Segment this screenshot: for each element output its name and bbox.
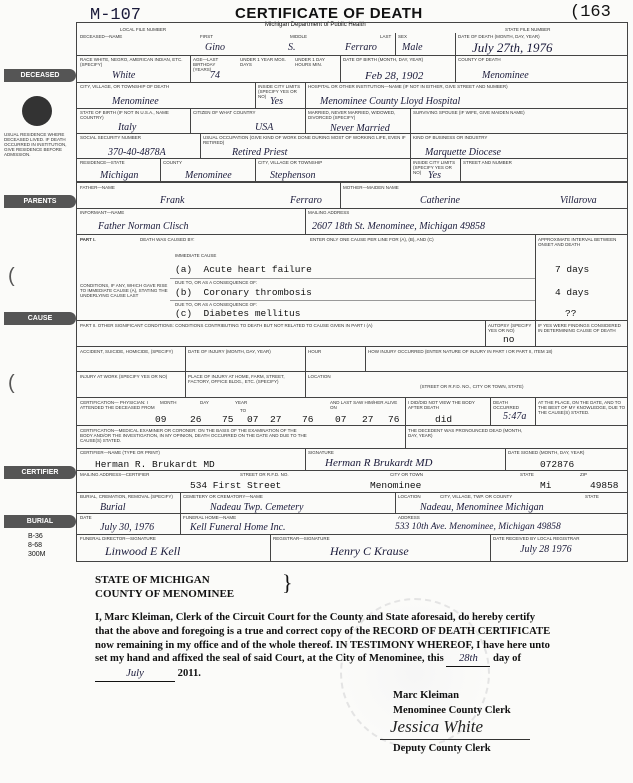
cause-c: Diabetes mellitus xyxy=(203,308,301,319)
form-rule-line xyxy=(535,320,536,346)
form-rule-line xyxy=(305,346,306,397)
informant-name: Father Norman Clisch xyxy=(98,221,189,232)
form-rule-line xyxy=(410,133,411,158)
form-rule-line xyxy=(76,158,628,159)
certification-label: CERTIFICATION— PHYSICIAN: I ATTENDED THE DECEASED FROM xyxy=(80,400,155,410)
deceased-last-name: Ferraro xyxy=(345,42,377,53)
marital-status: Never Married xyxy=(330,123,390,134)
business: Marquette Diocese xyxy=(425,147,501,158)
form-rule-line xyxy=(305,208,306,234)
form-code: 300M xyxy=(28,551,46,558)
interval-label: APPROXIMATE INTERVAL BETWEEN ONSET AND DEATH xyxy=(538,237,617,247)
date-of-death: July 27th, 1976 xyxy=(472,40,553,55)
certifier-state: Mi xyxy=(540,480,552,491)
inside-limits-label: INSIDE CITY LIMITS (SPECIFY YES OR NO) xyxy=(258,84,301,99)
certifier-signature: Herman R Brukardt MD xyxy=(325,457,433,469)
ssn-label: SOCIAL SECURITY NUMBER xyxy=(80,135,142,140)
form-rule-line xyxy=(505,448,506,470)
local-file-number: M-107 xyxy=(90,6,142,25)
document-page: M-107 LOCAL FILE NUMBER CERTIFICATE OF DEATH Michigan Department of Public Health STATE FILE NUMBER (163 DECEASED USUAL RESIDENCE WHERE DECEASED LIVED. IF DEATH OCCURRED IN INSTITUTION, GIVE RESIDENCE BEFORE ADMISSION. PARENTS CAUSE CERTIFIER BURIAL B-36 8-68 300M ( ( DECEASED—NAME FIRST MIDDLE LAST SEX DATE OF DEATH (MONTH, DAY, YEAR) Gino S. Ferraro Male July 27th, 1976 RACE WHITE, NEGRO, AMERICAN INDIAN, ETC. (SPECIFY) AGE—LAST BIRTHDAY (YEARS) UNDER 1 YEAR MOS. DAYS UNDER 1 DAY HOURS MIN. DATE OF BIRTH (MONTH, DAY, YEAR) COUNTY OF DEATH White 74 Feb 28, 1902 Menominee CITY, VILLAGE, OR TOWNSHIP OF DEATH INSIDE CITY LIMITS (SPECIFY YES OR NO) HOSPITAL OR OTHER INSTITUTION—NAME (IF NOT IN EITHER, GIVE STREET AND NUMBER) Menominee Yes Menominee County Lloyd Hospital STATE OF BIRTH (IF NOT IN U.S.A., NAME COUNTRY) CITIZEN OF WHAT COUNTRY MARRIED, NEVER MARRIED, WIDOWED, DIVORCED (SPECIFY) SURVIVING SPOUSE (IF WIFE, GIVE MAIDEN NAME) Italy USA Never Married SOCIAL SECURITY NUMBER USUAL OCCUPATION (GIVE KIND OF WORK DONE DURING MOST OF WORKING LIFE, EVEN IF RETIRED) KIND OF BUSINESS OR INDUSTRY 370-40-4878A Retired Priest Marquette Diocese RESIDENCE—STATE COUNTY CITY, VILLAGE OR TOWNSHIP INSIDE CITY LIMITS (SPECIFY YES OR NO) STREET AND NUMBER Michigan Menominee Stephenson Yes FATHER—NAME MOTHER—MAIDEN NAME Frank Ferraro Catherine Villarova INFORMANT—NAME MAILING ADDRESS Father Norman Clisch 2607 18th St. Menominee, Michigan 49858 PART I. DEATH WAS CAUSED BY: ENTER ONLY ONE CAUSE PER LINE FOR (A), (B), AND (C) APPROXIMATE INTERVAL BETWEEN ONSET AND DEATH IMMEDIATE CAUSE CONDITIONS, IF ANY, WHICH GAVE RISE TO IMMEDIATE CAUSE (A), STATING THE UNDERLYING CAUSE LAST DUE TO, OR AS A CONSEQUENCE OF: DUE TO, OR AS A CONSEQUENCE OF: (a) Acute heart failure (b) Coronary thrombosis (c) Diabetes mellitus 7 days 4 days ?? PART II. OTHER SIGNIFICANT CONDITIONS: CONDITIONS CONTRIBUTING TO DEATH BUT NOT RELATED TO CAUSE GIVEN IN PART I (A) AUTOPSY (SPECIFY YES OR NO) IF YES WERE FINDINGS CONSIDERED IN DETERMINING CAUSE OF DEATH no ACCIDENT, SUICIDE, HOMICIDE, (SPECIFY) DATE OF INJURY (MONTH, DAY, YEAR) HOUR HOW INJURY OCCURRED (ENTER NATURE OF INJURY IN PART I OR PART II, ITEM 18) INJURY AT WORK (SPECIFY YES OR NO) PLACE OF INJURY AT HOME, FARM, STREET, FACTORY, OFFICE BLDG., ETC. (SPECIFY) LOCATION (STREET OR R.F.D. NO., CITY OR TOWN, STATE) CERTIFICATION— PHYSICIAN: I ATTENDED THE DECEASED FROM MONTH DAY YEAR 09 26 75 TO 07 27 76 AND LAST SAW HIM/HER ALIVE ON 07 27 76 I DID/DID NOT VIEW THE BODY AFTER DEATH did DEATH OCCURRED 5:47a AT THE PLACE, ON THE DATE, AND TO THE BEST OF MY KNOWLEDGE, DUE TO THE CAUSE(S) STATED. CERTIFICATION—MEDICAL EXAMINER OR CORONER: ON THE BASIS OF THE EXAMINATION OF THE BODY AND/OR THE INVESTIGATION, IN MY OPINION, DEATH OCCURRED ON THE DATE AND DUE TO THE CAUSE(S) STATED. THE DECEDENT WAS PRONOUNCED DEAD (MONTH, DAY, YEAR) CERTIFIER—NAME (TYPE OR PRINT) SIGNATURE DATE SIGNED (MONTH, DAY, YEAR) Herman R. Brukardt MD Herman R Brukardt MD 072876 MAILING ADDRESS—CERTIFIER STREET OR R.F.D. NO. CITY OR TOWN STATE ZIP 534 First Street Menominee Mi 49858 BURIAL, CREMATION, REMOVAL (SPECIFY) CEMETERY OR CREMATORY—NAME LOCATION CITY, VILLAGE, TWP. OR COUNTY STATE Burial Nadeau Twp. Cemetery Nadeau, Menominee Michigan DATE FUNERAL HOME—NAME ADDRESS July 30, 1976 Kell Funeral Home Inc. 533 10th Ave. Menominee, Michigan 49858 FUNERAL DIRECTOR—SIGNATURE REGISTRAR—SIGNATURE DATE RECEIVED BY LOCAL REGISTRAR Linwood E Kell Henry C Krause July 28 1976 STATE OF MICHIGAN COUNTY OF MENOMINEE } I, Marc Kleiman, Clerk of the Circuit Court for the County and State aforesaid, do hereby certify that the above and foregoing is a true and correct copy of the RECORD OF DEATH CERTIFICATE now remaining in my office and of the whole thereof. IN TESTIMONY WHEREOF, I have here unto set my hand and affixed the seal of said Court, at the City of Menominee, this 28th day of July 2011. Marc Kleiman Menominee County Clerk Jessica White Deputy County Clerk xyxy=(0,0,633,783)
accident-label: ACCIDENT, SUICIDE, HOMICIDE, (SPECIFY) xyxy=(80,349,174,354)
residence-county: Menominee xyxy=(185,170,232,181)
statement-month: July xyxy=(95,667,175,682)
form-rule-line xyxy=(190,108,191,133)
form-rule-line xyxy=(76,492,628,493)
residence-city: Stephenson xyxy=(270,170,316,181)
caused-by-label: DEATH WAS CAUSED BY: xyxy=(140,237,195,242)
tab-cause: CAUSE xyxy=(4,312,76,325)
death-city: Menominee xyxy=(112,96,159,107)
immediate-cause-label: IMMEDIATE CAUSE xyxy=(175,253,217,258)
injury-place-label: PLACE OF INJURY AT HOME, FARM, STREET, FACTORY, OFFICE BLDG., ETC. (SPECIFY) xyxy=(188,374,285,384)
due-to-label: DUE TO, OR AS A CONSEQUENCE OF: xyxy=(175,302,258,307)
deputy-signature: Jessica White xyxy=(390,717,483,736)
death-hour: 5:47a xyxy=(503,411,527,422)
director-label: FUNERAL DIRECTOR—SIGNATURE xyxy=(80,536,156,541)
last-seen-year: 76 xyxy=(388,414,400,425)
town-label: CITY OR TOWN xyxy=(390,472,424,477)
under1day-label: UNDER 1 DAY HOURS MIN. xyxy=(295,57,325,67)
certifier-name: Herman R. Brukardt MD xyxy=(95,459,215,470)
form-rule-line xyxy=(455,55,456,82)
deceased-age: 74 xyxy=(210,70,220,81)
deceased-middle-name: S. xyxy=(288,42,296,53)
res-county-label: COUNTY xyxy=(163,160,182,165)
form-code: 8-68 xyxy=(28,542,43,549)
form-rule-line xyxy=(340,55,341,82)
statement-header xyxy=(95,573,234,601)
year-label: YEAR xyxy=(235,400,248,405)
received-label: DATE RECEIVED BY LOCAL REGISTRAR xyxy=(493,536,580,541)
birthplace: Italy xyxy=(118,122,137,133)
citizen-label: CITIZEN OF WHAT COUNTRY xyxy=(193,110,256,115)
form-rule-line xyxy=(410,158,411,181)
statement-day: 28th xyxy=(446,652,490,667)
res-city-label: CITY, VILLAGE OR TOWNSHIP xyxy=(258,160,323,165)
form-rule-line xyxy=(170,300,535,301)
funeral-home: Kell Funeral Home Inc. xyxy=(190,522,286,533)
state-label: STATE xyxy=(520,472,534,477)
dob-label: DATE OF BIRTH (MONTH, DAY, YEAR) xyxy=(343,57,424,62)
mother-first-name: Catherine xyxy=(420,195,460,206)
state-file-label: STATE FILE NUMBER xyxy=(505,27,551,32)
date-signed-label: DATE SIGNED (MONTH, DAY, YEAR) xyxy=(508,450,585,455)
burial-date-label: DATE xyxy=(80,515,92,520)
under1-label: UNDER 1 YEAR MOS. DAYS xyxy=(240,57,286,67)
conditions-label: CONDITIONS, IF ANY, WHICH GAVE RISE TO IMMEDIATE CAUSE (A), STATING THE UNDERLYING CAUSE LAST xyxy=(80,283,168,298)
corner-number: (163 xyxy=(570,3,611,22)
form-rule-line xyxy=(380,739,530,740)
hospital-label: HOSPITAL OR OTHER INSTITUTION—NAME (IF NOT IN EITHER, GIVE STREET AND NUMBER) xyxy=(308,84,508,89)
funeral-address-label: ADDRESS xyxy=(398,515,420,520)
part2-label: PART II. OTHER SIGNIFICANT CONDITIONS: CONDITIONS CONTRIBUTING TO DEATH BUT NOT RELATED TO CAUSE GIVEN IN PART I (A) xyxy=(80,323,373,328)
form-rule-line xyxy=(76,470,628,471)
attended-from-day: 26 xyxy=(190,414,202,425)
date-of-birth: Feb 28, 1902 xyxy=(365,70,424,82)
residence-state: Michigan xyxy=(100,170,139,181)
form-rule-line xyxy=(490,534,491,562)
county-label: COUNTY OF DEATH xyxy=(458,57,501,62)
viewed-label: I DID/DID NOT VIEW THE BODY AFTER DEATH xyxy=(408,400,475,410)
statement-state: STATE OF MICHIGAN xyxy=(95,574,210,586)
certifier-street: 534 First Street xyxy=(190,480,282,491)
local-file-label: LOCAL FILE NUMBER xyxy=(120,27,167,32)
cause-b-interval: 4 days xyxy=(555,287,590,298)
form-rule-line xyxy=(76,448,628,449)
form-rule-line xyxy=(410,108,411,133)
statement-day-word: day of xyxy=(493,653,521,665)
burial-date: July 30, 1976 xyxy=(100,522,155,533)
form-rule-line xyxy=(190,55,191,82)
cause-note: AT THE PLACE, ON THE DATE, AND TO THE BEST OF MY KNOWLEDGE, DUE TO THE CAUSE(S) STATED. xyxy=(538,400,626,415)
form-rule-line xyxy=(535,397,536,425)
form-rule-line xyxy=(485,320,486,346)
form-rule-line xyxy=(76,371,628,372)
statement-body xyxy=(95,611,555,682)
cemetery: Nadeau Twp. Cemetery xyxy=(210,502,304,513)
form-rule-line xyxy=(460,158,461,181)
deceased-first-name: Gino xyxy=(205,42,225,53)
disposition-label: BURIAL, CREMATION, REMOVAL (SPECIFY) xyxy=(80,494,173,499)
burial-location: Nadeau, Menominee Michigan xyxy=(420,502,544,513)
form-rule-line xyxy=(340,183,341,208)
cemetery-label: CEMETERY OR CREMATORY—NAME xyxy=(183,494,263,499)
dod-label: DATE OF DEATH (MONTH, DAY, YEAR) xyxy=(458,34,540,39)
form-rule-line xyxy=(180,492,181,534)
deputy-title: Deputy County Clerk xyxy=(393,743,491,754)
last-seen-label: AND LAST SAW HIM/HER ALIVE ON xyxy=(330,400,398,410)
burial-state-label: STATE xyxy=(585,494,599,499)
month-label: MONTH xyxy=(160,400,177,405)
age-label: AGE—LAST BIRTHDAY (YEARS) xyxy=(193,57,219,72)
attended-to-day: 27 xyxy=(270,414,282,425)
form-rule-line xyxy=(76,397,628,398)
burial-location-label: LOCATION xyxy=(398,494,421,499)
street-label: STREET OR R.F.D. NO. xyxy=(240,472,289,477)
deceased-name-label: DECEASED—NAME xyxy=(80,34,123,39)
citizenship: USA xyxy=(255,122,274,133)
inside-limits: Yes xyxy=(270,96,283,107)
received-date: July 28 1976 xyxy=(520,544,572,555)
county-of-death: Menominee xyxy=(482,70,529,81)
form-rule-line xyxy=(200,133,201,158)
form-rule-line xyxy=(490,397,491,425)
registrar-signature: Henry C Krause xyxy=(330,544,409,558)
certifier-address-label: MAILING ADDRESS—CERTIFIER xyxy=(80,472,150,477)
spouse-label: SURVIVING SPOUSE (IF WIFE, GIVE MAIDEN NAME) xyxy=(413,110,525,115)
form-rule-line xyxy=(76,346,628,347)
statement-county: COUNTY OF MENOMINEE xyxy=(95,588,235,600)
informant-mailing-label: MAILING ADDRESS xyxy=(308,210,350,215)
occupation-label: USUAL OCCUPATION (GIVE KIND OF WORK DONE DURING MOST OF WORKING LIFE, EVEN IF RETIRED) xyxy=(203,135,406,145)
certifier-signature-label: SIGNATURE xyxy=(308,450,334,455)
document-title: CERTIFICATE OF DEATH xyxy=(235,5,423,22)
father-first-name: Frank xyxy=(160,195,185,206)
due-to-label: DUE TO, OR AS A CONSEQUENCE OF: xyxy=(175,280,258,285)
autopsy-label: AUTOPSY (SPECIFY YES OR NO) xyxy=(488,323,532,333)
form-rule-line xyxy=(76,181,628,183)
ssn: 370-40-4878A xyxy=(108,147,166,158)
deceased-race: White xyxy=(112,70,136,81)
form-rule-line xyxy=(76,320,628,321)
form-rule-line xyxy=(76,425,628,426)
director-signature: Linwood E Kell xyxy=(105,544,181,558)
occupation: Retired Priest xyxy=(232,147,288,158)
viewed-body: did xyxy=(435,414,453,425)
form-rule-line xyxy=(305,448,306,470)
mother-last-name: Villarova xyxy=(560,195,597,206)
findings-label: IF YES WERE FINDINGS CONSIDERED IN DETERMINING CAUSE OF DEATH xyxy=(538,323,621,333)
cause-c-interval: ?? xyxy=(565,308,577,319)
part1-label: PART I. xyxy=(80,237,96,242)
cause-b: Coronary thrombosis xyxy=(203,287,312,298)
business-label: KIND OF BUSINESS OR INDUSTRY xyxy=(413,135,488,140)
res-state-label: RESIDENCE—STATE xyxy=(80,160,125,165)
father-last-name: Ferraro xyxy=(290,195,322,206)
form-rule-line xyxy=(76,108,628,109)
sex-label: SEX xyxy=(398,34,408,39)
race-label: RACE WHITE, NEGRO, AMERICAN INDIAN, ETC. (SPECIFY) xyxy=(80,57,183,67)
middle-label: MIDDLE xyxy=(290,34,308,39)
injury-work-label: INJURY AT WORK (SPECIFY YES OR NO) xyxy=(80,374,168,379)
injury-location-sub: (STREET OR R.F.D. NO., CITY OR TOWN, STATE) xyxy=(420,384,524,389)
tab-deceased: DECEASED xyxy=(4,69,76,82)
cause-a: Acute heart failure xyxy=(203,264,312,275)
zip-label: ZIP xyxy=(580,472,588,477)
city-label: CITY, VILLAGE, OR TOWNSHIP OF DEATH xyxy=(80,84,170,89)
form-rule-line xyxy=(76,513,628,514)
informant-label: INFORMANT—NAME xyxy=(80,210,125,215)
disposition: Burial xyxy=(100,502,126,513)
funeral-home-address: 533 10th Ave. Menominee, Michigan 49858 xyxy=(395,522,561,532)
form-rule-line xyxy=(160,158,161,181)
res-street-label: STREET AND NUMBER xyxy=(463,160,512,165)
attended-from-month: 09 xyxy=(155,414,167,425)
attended-from-year: 75 xyxy=(222,414,234,425)
cause-a-interval: 7 days xyxy=(555,264,590,275)
day-label: DAY xyxy=(200,400,209,405)
burial-location-sub: CITY, VILLAGE, TWP. OR COUNTY xyxy=(440,494,513,499)
deceased-sex: Male xyxy=(402,42,423,53)
form-rule-line xyxy=(365,346,366,371)
clerk-title: Menominee County Clerk xyxy=(393,705,511,716)
statement-text: I, Marc Kleiman, Clerk of the Circuit Court for the County and State aforesaid, do hereby certify that the above and foregoing is a true and correct copy of the RECORD OF DEATH CERTIFICATE now remaining in my office and of the whole thereof. IN TESTIMONY WHEREOF, I have here unto set my hand and affixed the seal of said Court, at the City of Menominee, this xyxy=(95,612,551,665)
clerk-name: Marc Kleiman xyxy=(393,690,459,701)
death-occurred-label: DEATH OCCURRED xyxy=(493,400,520,410)
certifier-zip: 49858 xyxy=(590,480,619,491)
informant-address: 2607 18th St. Menominee, Michigan 49858 xyxy=(312,221,486,232)
attended-to-year: 76 xyxy=(302,414,314,425)
hospital: Menominee County Lloyd Hospital xyxy=(320,96,461,107)
certifier-city: Menominee xyxy=(370,480,422,491)
form-rule-line xyxy=(395,33,396,55)
married-label: MARRIED, NEVER MARRIED, WIDOWED, DIVORCED (SPECIFY) xyxy=(308,110,396,120)
statement-brace: } xyxy=(282,570,293,595)
injury-hour-label: HOUR xyxy=(308,349,322,354)
form-code: B-36 xyxy=(28,533,43,540)
injury-how-label: HOW INJURY OCCURRED (ENTER NATURE OF INJURY IN PART I OR PART II, ITEM 18) xyxy=(368,349,553,354)
form-rule-line xyxy=(185,346,186,397)
attended-to-month: 07 xyxy=(247,414,259,425)
form-rule-line xyxy=(255,158,256,181)
form-rule-line xyxy=(455,33,456,55)
residence-inside-limits: Yes xyxy=(428,170,441,181)
res-inside-label: INSIDE CITY LIMITS (SPECIFY YES OR NO) xyxy=(413,160,456,175)
form-rule-line xyxy=(76,534,628,535)
form-rule-line xyxy=(255,82,256,108)
form-codes xyxy=(28,532,46,559)
mother-label: MOTHER—MAIDEN NAME xyxy=(343,185,399,190)
certifier-name-label: CERTIFIER—NAME (TYPE OR PRINT) xyxy=(80,450,160,455)
form-rule-line xyxy=(305,108,306,133)
form-rule-line xyxy=(270,534,271,562)
form-rule-line xyxy=(76,82,628,83)
father-label: FATHER—NAME xyxy=(80,185,115,190)
autopsy-value: no xyxy=(503,334,515,345)
pronounced-label: THE DECEDENT WAS PRONOUNCED DEAD (MONTH, DAY, YEAR) xyxy=(408,428,523,438)
funeral-home-label: FUNERAL HOME—NAME xyxy=(183,515,237,520)
to-label: TO xyxy=(240,408,247,413)
tab-certifier: CERTIFIER xyxy=(4,466,76,479)
last-seen-month: 07 xyxy=(335,414,347,425)
enter-cause-label: ENTER ONLY ONE CAUSE PER LINE FOR (A), (B), AND (C) xyxy=(310,237,434,242)
coroner-label: CERTIFICATION—MEDICAL EXAMINER OR CORONER: ON THE BASIS OF THE EXAMINATION OF THE BODY AND/OR THE INVESTIGATION, IN MY OPINION, DEATH OCCURRED ON THE DATE AND DUE TO THE CAUSE(S) STATED. xyxy=(80,428,307,443)
statement-year: 2011. xyxy=(177,668,201,680)
form-rule-line xyxy=(76,234,628,235)
margin-mark: ( xyxy=(8,265,15,287)
tab-burial: BURIAL xyxy=(4,515,76,528)
residence-note: USUAL RESIDENCE WHERE DECEASED LIVED. IF DEATH OCCURRED IN INSTITUTION, GIVE RESIDENCE BEFORE ADMISSION. xyxy=(4,132,67,157)
last-seen-day: 27 xyxy=(362,414,374,425)
last-label: LAST xyxy=(380,34,392,39)
form-rule-line xyxy=(535,234,536,320)
birthplace-label: STATE OF BIRTH (IF NOT IN U.S.A., NAME COUNTRY) xyxy=(80,110,169,120)
margin-mark: ( xyxy=(8,372,15,394)
form-rule-line xyxy=(170,278,535,279)
injury-location-label: LOCATION xyxy=(308,374,331,379)
form-rule-line xyxy=(76,208,628,209)
document-subtitle: Michigan Department of Public Health xyxy=(265,22,366,28)
registrar-label: REGISTRAR—SIGNATURE xyxy=(273,536,330,541)
date-signed: 072876 xyxy=(540,459,575,470)
first-label: FIRST xyxy=(200,34,213,39)
residence-circle-icon xyxy=(22,96,52,126)
tab-parents: PARENTS xyxy=(4,195,76,208)
injury-date-label: DATE OF INJURY (MONTH, DAY, YEAR) xyxy=(188,349,271,354)
form-rule-line xyxy=(305,82,306,108)
form-rule-line xyxy=(405,397,406,448)
form-rule-line xyxy=(395,492,396,513)
